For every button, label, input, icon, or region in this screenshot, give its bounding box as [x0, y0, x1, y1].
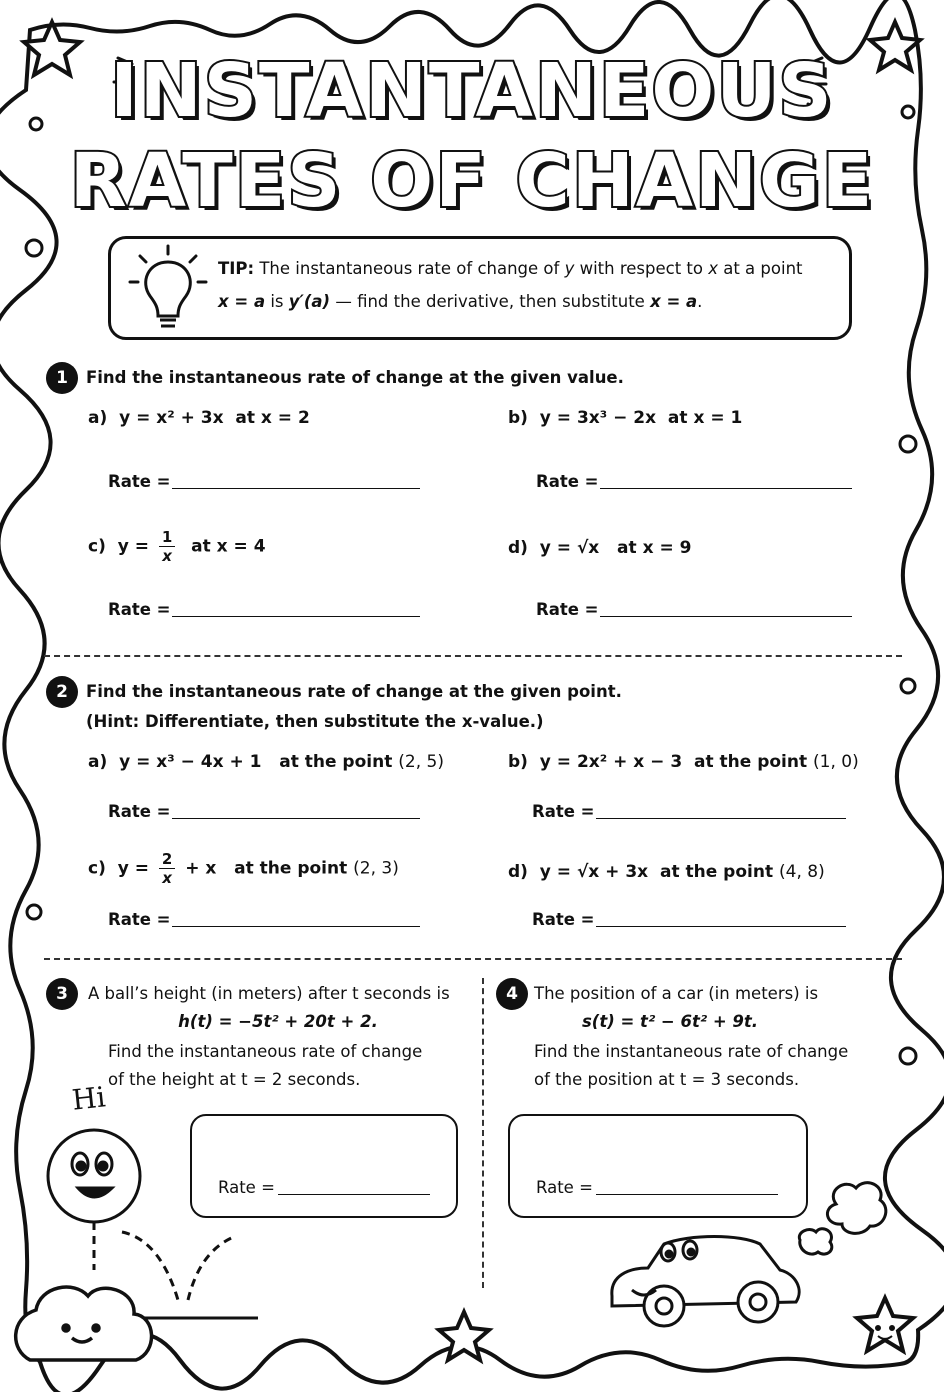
- answer-line-2a[interactable]: [172, 818, 420, 819]
- rate-label-1d: Rate =: [536, 600, 599, 619]
- section-2-instruction: Find the instantaneous rate of change at the given point.: [86, 682, 622, 701]
- section-divider: [44, 958, 902, 960]
- section-3-text-3: Find the instantaneous rate of change: [108, 1042, 423, 1061]
- ball-speech: Hi: [70, 1080, 108, 1117]
- rate-label-3: Rate =: [218, 1178, 275, 1197]
- problem-1d: d) y = √x at x = 9: [508, 538, 692, 558]
- answer-line-4[interactable]: [596, 1194, 778, 1195]
- answer-line-1d[interactable]: [600, 616, 852, 617]
- answer-line-2c[interactable]: [172, 926, 420, 927]
- answer-line-1a[interactable]: [172, 488, 420, 489]
- rate-label-1c: Rate =: [108, 600, 171, 619]
- section-3-formula: h(t) = −5t² + 20t + 2.: [178, 1012, 378, 1031]
- star-icon: [857, 1298, 913, 1351]
- page-title-line-1: INSTANTANEOUS: [110, 48, 834, 134]
- answer-line-1b[interactable]: [600, 488, 852, 489]
- rate-label-2b: Rate =: [532, 802, 595, 821]
- problem-2a: a) y = x³ − 4x + 1 at the point (2, 5): [88, 752, 444, 772]
- section-1-instruction: Find the instantaneous rate of change at the given value.: [86, 368, 624, 387]
- tip-text: TIP: The instantaneous rate of change of y with respect to x at a point x = a is y′(a) — find the derivative, then substitute x = a.: [218, 259, 803, 311]
- section-4-text-1: The position of a car (in meters) is: [534, 984, 819, 1003]
- star-icon: [439, 1312, 489, 1360]
- section-3-number: 3: [46, 978, 78, 1010]
- section-2-number: 2: [46, 676, 78, 708]
- answer-box-4[interactable]: [508, 1114, 808, 1218]
- problem-2d: d) y = √x + 3x at the point (4, 8): [508, 862, 825, 882]
- rate-label-2c: Rate =: [108, 910, 171, 929]
- problem-1c: c) y = $\frac{1}{x}$ at x = 4: [88, 528, 266, 565]
- problem-1a: a) y = x² + 3x at x = 2: [88, 408, 310, 428]
- rate-label-2a: Rate =: [108, 802, 171, 821]
- section-4-text-3: Find the instantaneous rate of change: [534, 1042, 849, 1061]
- section-3-text-4: of the height at t = 2 seconds.: [108, 1070, 361, 1089]
- section-1-number: 1: [46, 362, 78, 394]
- answer-line-2d[interactable]: [596, 926, 846, 927]
- answer-line-1c[interactable]: [172, 616, 420, 617]
- rate-label-4: Rate =: [536, 1178, 593, 1197]
- column-divider: [482, 978, 484, 1288]
- answer-line-3[interactable]: [278, 1194, 430, 1195]
- section-4-text-4: of the position at t = 3 seconds.: [534, 1070, 800, 1089]
- section-4-formula: s(t) = t² − 6t² + 9t.: [581, 1012, 759, 1031]
- rate-label-1a: Rate =: [108, 472, 171, 491]
- problem-2b: b) y = 2x² + x − 3 at the point (1, 0): [508, 752, 859, 772]
- cloud-icon: [16, 1287, 152, 1360]
- problem-1b: b) y = 3x³ − 2x at x = 1: [508, 408, 743, 428]
- section-2-hint: (Hint: Differentiate, then substitute the x-value.): [86, 712, 544, 731]
- answer-line-2b[interactable]: [596, 818, 846, 819]
- section-3-text-1: A ball’s height (in meters) after t seconds is: [88, 984, 450, 1003]
- answer-box-3[interactable]: [190, 1114, 458, 1218]
- section-divider: [44, 655, 902, 657]
- page-title-line-2: RATES OF CHANGE: [69, 138, 875, 224]
- problem-2c: c) y = $\frac{2}{x}$ + x at the point (2, 3): [88, 850, 399, 887]
- section-4-number: 4: [496, 978, 528, 1010]
- rate-label-2d: Rate =: [532, 910, 595, 929]
- rate-label-1b: Rate =: [536, 472, 599, 491]
